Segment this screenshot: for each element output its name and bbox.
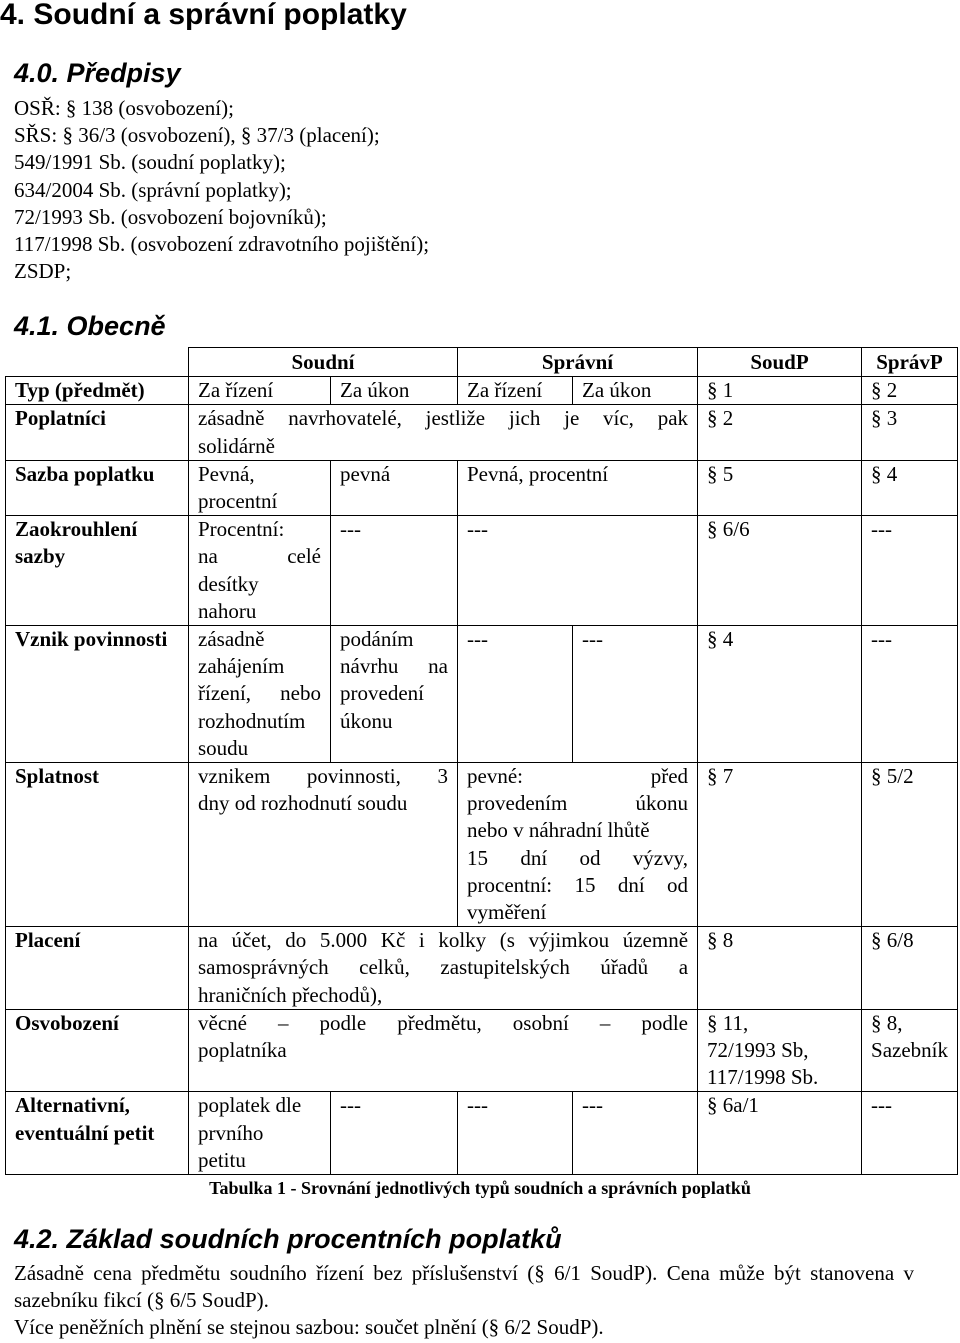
- reference-line: 117/1998 Sb. (osvobození zdravotního pojištění);: [14, 232, 430, 257]
- reference-line: 549/1991 Sb. (soudní poplatky);: [14, 150, 286, 175]
- cell-line: návrhu na: [340, 654, 448, 679]
- cell-line: věcné – podle předmětu, osobní – podle: [198, 1010, 689, 1035]
- reference-line: SŘS: § 36/3 (osvobození), § 37/3 (placení);: [14, 123, 380, 148]
- table-cell: ---: [458, 626, 573, 763]
- cell-line: nebo v náhradní lhůtě: [467, 818, 650, 843]
- cell-line: Pevná,: [198, 461, 255, 486]
- cell-line: dny od rozhodnutí soudu: [198, 791, 408, 816]
- cell-line: poplatníka: [198, 1038, 287, 1063]
- section-4-0-heading: 4.0. Předpisy: [14, 58, 181, 88]
- table-cell: ---: [458, 516, 698, 626]
- cell-line: petitu: [198, 1147, 246, 1172]
- table-cell: § 5/2: [862, 763, 958, 927]
- table-cell: § 4: [862, 460, 958, 515]
- table-cell: pevná: [331, 460, 458, 515]
- table-row: [6, 460, 958, 515]
- cell-line: procentní: 15 dní od: [467, 872, 689, 897]
- cell-line: 117/1998 Sb.: [707, 1065, 819, 1090]
- table-cell: ---: [862, 516, 958, 626]
- cell-line: pevné: před: [467, 764, 689, 789]
- cell-line: provedením úkonu: [467, 791, 689, 816]
- table-cell: § 1: [698, 377, 862, 405]
- table-cell: [698, 1009, 862, 1092]
- cell-line: soudu: [198, 735, 249, 760]
- reference-line: OSŘ: § 138 (osvobození);: [14, 96, 234, 120]
- table-cell: [189, 516, 331, 626]
- table-cell: § 8: [698, 927, 862, 1010]
- row-label-sazba: Sazba poplatku: [6, 460, 189, 515]
- row-label-alternativni: Alternativní, eventuální petit: [6, 1092, 189, 1175]
- table-row: [6, 377, 958, 405]
- cell-line: na celé: [198, 544, 321, 569]
- header-soudp: SoudP: [698, 348, 862, 377]
- cell-line: solidárně: [198, 433, 275, 458]
- table-cell: [189, 1092, 331, 1175]
- table-cell: § 7: [698, 763, 862, 927]
- table-cell: ---: [573, 1092, 698, 1175]
- table-cell: § 5: [698, 460, 862, 515]
- table-cell: ---: [573, 626, 698, 763]
- table-cell: § 6a/1: [698, 1092, 862, 1175]
- legal-references-list: [14, 95, 429, 285]
- header-spravp: SprávP: [862, 348, 958, 377]
- table-cell: [331, 626, 458, 763]
- cell-line: vznikem povinnosti, 3: [198, 764, 448, 789]
- table-cell: [189, 927, 698, 1010]
- section-4-2-body: [14, 1260, 914, 1342]
- cell-line: § 11,: [707, 1010, 749, 1035]
- row-label-zaokrouhleni: Zaokrouhlení sazby: [6, 516, 189, 626]
- table-row: [6, 626, 958, 763]
- header-soudni: Soudní: [189, 348, 458, 377]
- cell-line: na účet, do 5.000 Kč i kolky (s výjimkou územně: [198, 928, 689, 953]
- reference-line: 634/2004 Sb. (správní poplatky);: [14, 177, 292, 202]
- cell-line: podáním: [340, 627, 414, 652]
- table-cell: [458, 763, 698, 927]
- table-cell: [189, 405, 698, 460]
- cell-line: poplatek dle: [198, 1093, 302, 1118]
- reference-line: ZSDP;: [14, 259, 72, 284]
- table-cell: [189, 1009, 698, 1092]
- cell-line: procentní: [198, 489, 278, 514]
- header-spravni: Správní: [458, 348, 698, 377]
- cell-line: samosprávných celků, zastupitelských úřadů a: [198, 955, 689, 980]
- row-label-poplatnici: Poplatníci: [6, 405, 189, 460]
- table-cell: [189, 626, 331, 763]
- row-label-placeni: Placení: [6, 927, 189, 1010]
- table-row: [6, 405, 958, 460]
- cell-line: hraničních přechodů),: [198, 982, 383, 1007]
- table-cell: § 2: [862, 377, 958, 405]
- table-cell: [862, 1009, 958, 1092]
- table-cell: § 4: [698, 626, 862, 763]
- reference-line: 72/1993 Sb. (osvobození bojovníků);: [14, 204, 327, 229]
- fees-comparison-table: [5, 347, 958, 1175]
- header-empty-cell: [6, 348, 189, 377]
- paragraph: Více peněžních plnění se stejnou sazbou: součet plnění (§ 6/2 SoudP).: [14, 1315, 604, 1340]
- cell-line: Sazebník: [871, 1038, 948, 1063]
- cell-line: zásadně navrhovatelé, jestliže jich je víc, pak: [198, 406, 689, 431]
- cell-line: provedení: [340, 681, 424, 706]
- table-cell: ---: [331, 1092, 458, 1175]
- cell-line: 15 dní od výzvy,: [467, 845, 689, 870]
- table-header-row: [6, 348, 958, 377]
- table-row: [6, 763, 958, 927]
- cell-line: vyměření: [467, 900, 547, 925]
- table-caption: Tabulka 1 - Srovnání jednotlivých typů soudních a správních poplatků: [209, 1178, 751, 1198]
- table-row: [6, 516, 958, 626]
- section-4-heading: 4. Soudní a správní poplatky: [0, 0, 407, 31]
- cell-line: řízení, nebo: [198, 681, 321, 706]
- cell-line: desítky: [198, 571, 259, 596]
- cell-line: zásadně: [198, 627, 265, 652]
- cell-line: § 8,: [871, 1010, 903, 1035]
- table-cell: Za úkon: [331, 377, 458, 405]
- table-cell: Za řízení: [189, 377, 331, 405]
- section-4-1-heading: 4.1. Obecně: [14, 311, 166, 341]
- table-cell: ---: [862, 626, 958, 763]
- table-cell: Za řízení: [458, 377, 573, 405]
- table-cell: ---: [331, 516, 458, 626]
- table-cell: [189, 763, 458, 927]
- table-cell: ---: [458, 1092, 573, 1175]
- cell-line: rozhodnutím: [198, 708, 306, 733]
- cell-line: zahájením: [198, 654, 285, 679]
- cell-line: Procentní:: [198, 517, 285, 542]
- cell-line: nahoru: [198, 598, 257, 623]
- table-cell: [189, 460, 331, 515]
- row-label-vznik: Vznik povinnosti: [6, 626, 189, 763]
- cell-line: prvního: [198, 1120, 264, 1145]
- table-cell: § 2: [698, 405, 862, 460]
- table-cell: § 3: [862, 405, 958, 460]
- section-4-2-heading: 4.2. Základ soudních procentních poplatků: [14, 1224, 562, 1254]
- table-cell: § 6/8: [862, 927, 958, 1010]
- table-cell: ---: [862, 1092, 958, 1175]
- table-row: [6, 1009, 958, 1092]
- table-row: [6, 1092, 958, 1175]
- row-label-splatnost: Splatnost: [6, 763, 189, 927]
- cell-line: úkonu: [340, 708, 393, 733]
- cell-line: 72/1993 Sb,: [707, 1038, 809, 1063]
- table-cell: Za úkon: [573, 377, 698, 405]
- table-cell: § 6/6: [698, 516, 862, 626]
- table-row: [6, 927, 958, 1010]
- table-cell: Pevná, procentní: [458, 460, 698, 515]
- paragraph: Zásadně cena předmětu soudního řízení bez příslušenství (§ 6/1 SoudP). Cena může být stanovena v sazebníku fikcí (§ 6/5 SoudP).: [14, 1261, 914, 1313]
- row-label-typ: Typ (předmět): [6, 377, 189, 405]
- row-label-osvobozeni: Osvobození: [6, 1009, 189, 1092]
